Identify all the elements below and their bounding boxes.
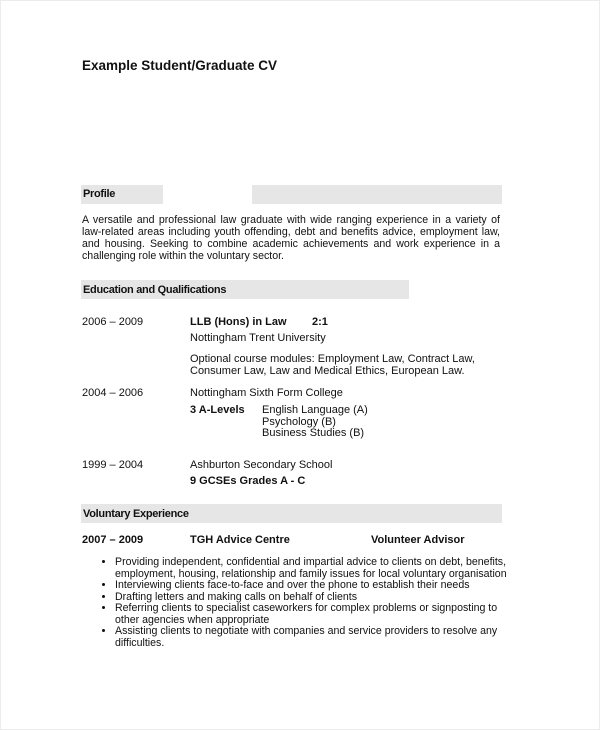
voluntary-organisation: TGH Advice Centre xyxy=(190,534,290,546)
list-item: • Assisting clients to negotiate with companies and service providers to resolve any difficulties. xyxy=(115,626,515,649)
edu-dates-2: 2004 – 2006 xyxy=(82,387,144,399)
voluntary-role: Volunteer Advisor xyxy=(371,534,465,546)
profile-heading-bar-right xyxy=(252,185,502,204)
edu-subject: Business Studies (B) xyxy=(262,427,365,439)
edu-dates-3: 1999 – 2004 xyxy=(82,459,144,471)
voluntary-heading: Voluntary Experience xyxy=(83,508,189,520)
voluntary-duties-list xyxy=(99,557,515,649)
edu-subject: Psychology (B) xyxy=(262,416,336,428)
edu-modules-line-2: Consumer Law, Law and Medical Ethics, European Law. xyxy=(190,365,465,377)
edu-modules-line-1: Optional course modules: Employment Law, Contract Law, xyxy=(190,353,475,365)
list-item: • Providing independent, confidential and impartial advice to clients on debt, benefits, employment, housing, relationship and family issues for local voluntary organisation xyxy=(115,557,515,580)
edu-grade: 2:1 xyxy=(312,316,328,328)
education-heading: Education and Qualifications xyxy=(83,284,227,296)
voluntary-dates: 2007 – 2009 xyxy=(82,534,144,546)
edu-subject: English Language (A) xyxy=(262,404,368,416)
edu-degree: LLB (Hons) in Law xyxy=(190,316,287,328)
edu-institution-2: Nottingham Sixth Form College xyxy=(190,387,343,399)
profile-text: A versatile and professional law graduate with wide ranging experience in a variety of law-related areas including youth offending, debt and benefits advice, employment law, and housing. Seeking to combine academic achievements and work experience in a challenging role within the voluntary sector. xyxy=(82,214,500,262)
document-title: Example Student/Graduate CV xyxy=(82,58,278,73)
edu-institution-1: Nottingham Trent University xyxy=(190,332,326,344)
edu-dates-1: 2006 – 2009 xyxy=(82,316,144,328)
list-item: • Drafting letters and making calls on behalf of clients xyxy=(115,592,515,604)
edu-qualification-3: 9 GCSEs Grades A - C xyxy=(190,475,306,487)
profile-heading: Profile xyxy=(83,188,116,200)
edu-qualification-2: 3 A-Levels xyxy=(190,404,245,416)
list-item: • Referring clients to specialist caseworkers for complex problems or signposting to other agencies when appropriate xyxy=(115,603,515,626)
list-item: • Interviewing clients face-to-face and over the phone to establish their needs xyxy=(115,580,515,592)
edu-institution-3: Ashburton Secondary School xyxy=(190,459,333,471)
